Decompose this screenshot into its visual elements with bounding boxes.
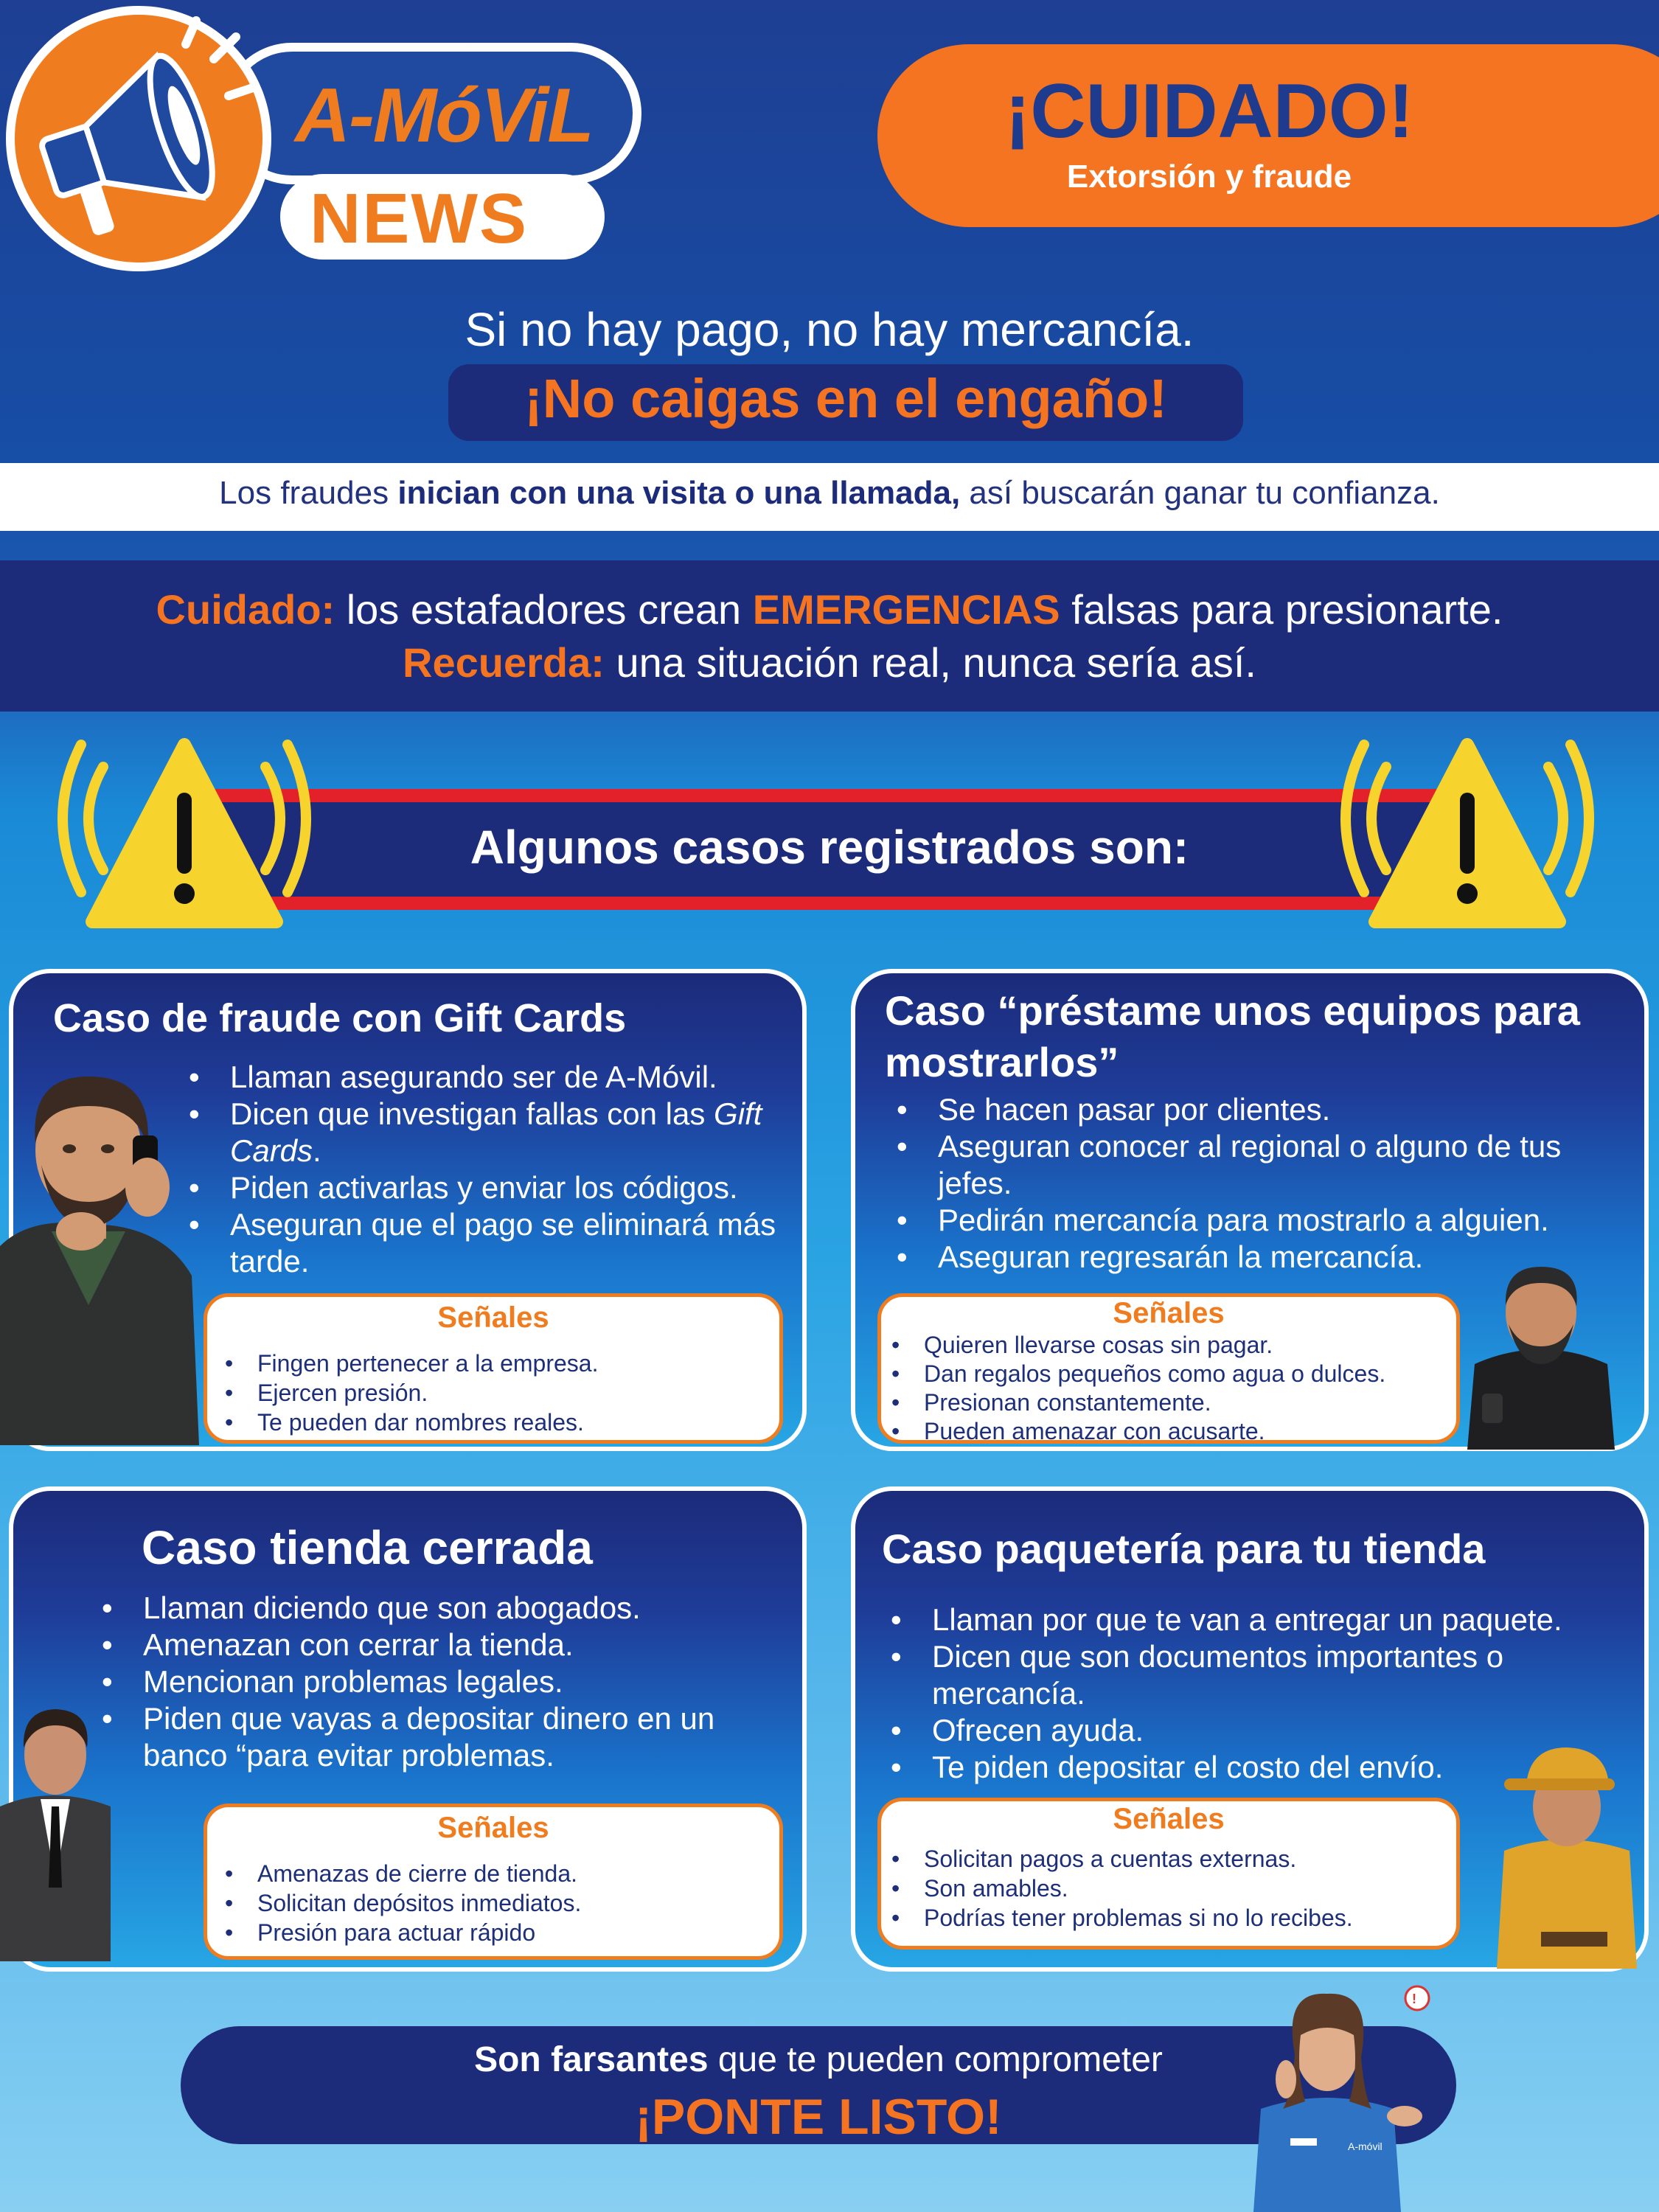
bullet: • Se hacen pasar por clientes. [897,1091,1634,1128]
warning-text2: falsas para presionarte. [1060,586,1503,633]
alert-title: ¡CUIDADO! [1004,69,1414,154]
shirt-logo-text: A-móvil [1348,2140,1382,2152]
megaphone-icon [15,15,262,262]
warning-label-recuerda: Recuerda: [403,639,605,686]
signals-list [215,1349,598,1437]
signals-list [215,1859,581,1947]
case-bullets [897,1091,1634,1276]
case-bullets [102,1590,780,1774]
signals-list [881,1331,1385,1446]
signal-item: • Dan regalos pequeños como agua o dulces. [881,1360,1385,1388]
signal-item: • Podrías tener problemas si no lo recibes. [881,1903,1353,1933]
signal-item: • Te pueden dar nombres reales. [215,1408,598,1437]
signals-box [877,1293,1460,1444]
footer-cta: ¡PONTE LISTO! [635,2089,1002,2145]
bullet-text: Dicen que investigan fallas con las [230,1096,714,1131]
intro-text [0,475,1659,512]
intro-prefix: Los fraudes [219,475,398,511]
warning-line2 [0,639,1659,686]
signal-item: • Quieren llevarse cosas sin pagar. [881,1331,1385,1360]
bullet: • Llaman por que te van a entregar un paquete. [891,1601,1628,1638]
delivery-man-illustration [1475,1740,1652,1969]
warning-line1 [0,585,1659,633]
bullet: • Dicen que son documentos importantes o mercancía. [891,1638,1628,1712]
tagline-line2: ¡No caigas en el engaño! [524,368,1167,429]
bullet: • Aseguran conocer al regional o alguno de tus jefes. [897,1128,1634,1202]
signals-title: Señales [1113,1803,1225,1835]
intro-suffix: así buscarán ganar tu confianza. [960,475,1440,511]
bullet: • Llaman asegurando ser de A-Móvil. [189,1059,793,1096]
signal-item: • Solicitan depósitos inmediatos. [215,1888,581,1918]
warning-label-cuidado: Cuidado: [156,586,335,633]
bullet-italic: Gift Cards [230,1096,762,1168]
signal-item: • Presión para actuar rápido [215,1918,581,1947]
signals-box [204,1293,783,1444]
warning-triangle-icon-left [52,723,317,936]
case-card-tienda-cerrada [9,1486,807,1972]
alert-subtitle: Extorsión y fraude [1066,159,1352,195]
brand-name: A-MóViL [295,73,593,159]
employee-woman-illustration [1224,1983,1430,2212]
signals-title: Señales [437,1301,549,1334]
signal-item: • Amenazas de cierre de tienda. [215,1859,581,1888]
warning-band [0,560,1659,712]
banner-title: Algunos casos registrados son: [470,821,1189,874]
bullet [189,1096,793,1169]
bullet: • Te piden depositar el costo del envío. [891,1749,1628,1786]
warning-triangle-icon-right [1335,723,1600,936]
signals-title: Señales [437,1812,549,1844]
bullet: • Amenazan con cerrar la tienda. [102,1627,780,1663]
exclamation-icon: ! [1412,1992,1416,2006]
signal-item: • Solicitan pagos a cuentas externas. [881,1844,1353,1874]
bullet: • Aseguran regresarán la mercancía. [897,1239,1634,1276]
signals-box [204,1804,783,1960]
bullet: • Piden activarlas y enviar los códigos. [189,1169,793,1206]
case-title: Caso “préstame unos equipos para mostrarlos” [885,987,1580,1085]
tagline-line1: Si no hay pago, no hay mercancía. [465,303,1194,356]
bullet: • Llaman diciendo que son abogados. [102,1590,780,1627]
bullet: • Aseguran que el pago se eliminará más tarde. [189,1206,793,1280]
signals-title: Señales [1113,1297,1225,1329]
man-in-hoodie-illustration [1460,1253,1622,1450]
warning-text3: una situación real, nunca sería así. [604,639,1256,686]
warning-text1: los estafadores crean [335,586,753,633]
signal-item: • Son amables. [881,1874,1353,1903]
man-in-suit-illustration [0,1696,111,1961]
logo-circle [6,6,271,271]
bullet-end: . [313,1133,321,1168]
signals-box [877,1798,1460,1950]
bullet: • Piden que vayas a depositar dinero en un banco “para evitar problemas. [102,1700,780,1774]
case-title: Caso de fraude con Gift Cards [53,996,627,1040]
case-title: Caso paquetería para tu tienda [882,1526,1486,1572]
signal-item: • Presionan constantemente. [881,1388,1385,1417]
signal-item: • Fingen pertenecer a la empresa. [215,1349,598,1378]
man-on-phone-illustration [0,1062,199,1445]
footer-rest: que te pueden comprometer [708,2040,1163,2079]
bullet: • Ofrecen ayuda. [891,1712,1628,1749]
footer-bold: Son farsantes [474,2040,709,2079]
warning-emph: EMERGENCIAS [752,586,1060,633]
bullet: • Pedirán mercancía para mostrarlo a alguien. [897,1202,1634,1239]
case-bullets [189,1059,793,1280]
case-title: Caso tienda cerrada [142,1521,593,1574]
signal-item: • Pueden amenazar con acusarte. [881,1417,1385,1446]
signals-list [881,1844,1353,1933]
bullet: • Mencionan problemas legales. [102,1663,780,1700]
brand-news: NEWS [310,179,528,258]
signal-item: • Ejercen presión. [215,1378,598,1408]
intro-bold: inician con una visita o una llamada, [397,475,961,511]
